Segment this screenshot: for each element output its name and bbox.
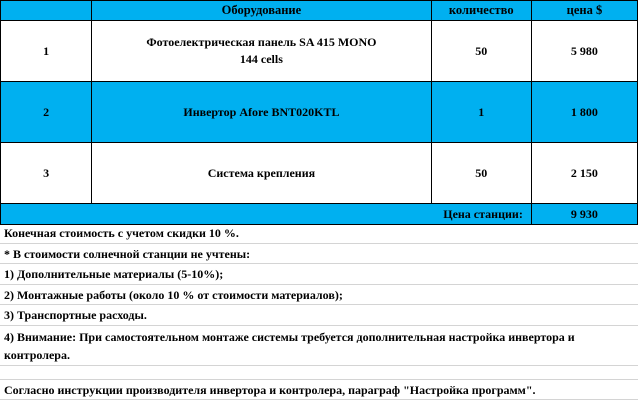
row-equipment-name[interactable] — [92, 82, 432, 143]
row-number[interactable]: 1 — [1, 21, 92, 82]
row-price[interactable]: 2 150 — [531, 143, 637, 204]
note-line[interactable]: 4) Внимание: При самостоятельном монтаже системы требуется дополнительная настройка инвертора и контролера. — [0, 326, 638, 366]
row-quantity[interactable]: 1 — [431, 82, 531, 143]
table-row — [1, 82, 638, 143]
row-quantity[interactable]: 50 — [431, 143, 531, 204]
note-line[interactable]: Конечная стоимость с учетом скидки 10 %. — [0, 223, 638, 244]
table-header-row — [1, 1, 638, 21]
note-line[interactable]: Согласно инструкции производителя инвертора и контролера, параграф "Настройка программ". — [0, 380, 638, 400]
equipment-name-line: Фотоелектрическая панель SA 415 MONO — [146, 35, 377, 49]
row-number[interactable]: 3 — [1, 143, 92, 204]
empty-row[interactable] — [0, 366, 638, 380]
row-quantity[interactable]: 50 — [431, 21, 531, 82]
header-quantity: количество — [431, 1, 531, 21]
note-line[interactable]: * В стоимости солнечной станции не учтены: — [0, 244, 638, 265]
note-line[interactable]: 3) Транспортные расходы. — [0, 305, 638, 326]
row-price[interactable]: 1 800 — [531, 82, 637, 143]
equipment-name-line: 144 cells — [239, 52, 283, 66]
header-equipment: Оборудование — [92, 1, 432, 21]
equipment-name-line: Система крепления — [207, 165, 316, 180]
notes-section — [0, 223, 638, 400]
total-row — [1, 204, 638, 225]
note-line[interactable]: 2) Монтажные работы (около 10 % от стоимости материалов); — [0, 285, 638, 306]
equipment-name-line: Инвертор Afore BNT020KTL — [183, 104, 340, 119]
total-blank-cell[interactable] — [1, 204, 432, 225]
table-row — [1, 143, 638, 204]
row-equipment-name[interactable] — [92, 21, 432, 82]
row-number[interactable]: 2 — [1, 82, 92, 143]
total-label[interactable]: Цена станции: — [431, 204, 531, 225]
header-price: цена $ — [531, 1, 637, 21]
header-num — [1, 1, 92, 21]
total-value[interactable]: 9 930 — [531, 204, 637, 225]
note-line[interactable]: 1) Дополнительные материалы (5-10%); — [0, 264, 638, 285]
row-price[interactable]: 5 980 — [531, 21, 637, 82]
row-equipment-name[interactable] — [92, 143, 432, 204]
table-row — [1, 21, 638, 82]
